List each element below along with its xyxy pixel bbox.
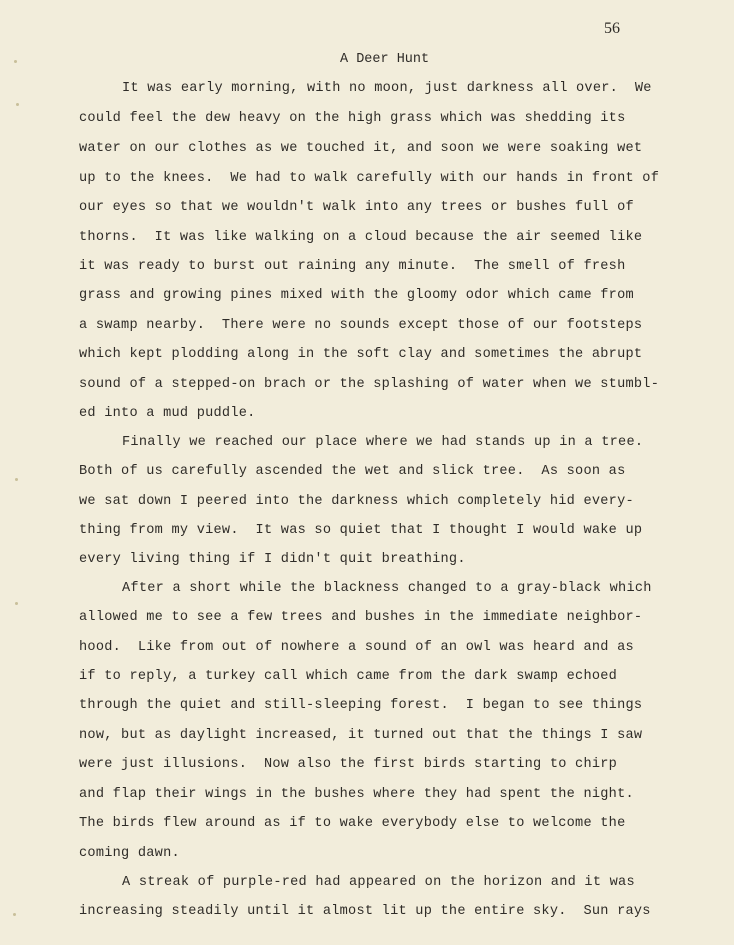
text-line: allowed me to see a few trees and bushes in the immediate neighbor- <box>79 610 643 625</box>
text-line: increasing steadily until it almost lit up the entire sky. Sun rays <box>79 904 651 919</box>
text-line: A streak of purple-red had appeared on the horizon and it was <box>122 875 635 890</box>
text-line: It was early morning, with no moon, just darkness all over. We <box>122 81 652 96</box>
paper-speck <box>13 913 16 916</box>
paper-speck <box>15 602 18 605</box>
text-line: grass and growing pines mixed with the gloomy odor which came from <box>79 288 634 303</box>
paper-speck <box>14 60 17 63</box>
text-line: water on our clothes as we touched it, and soon we were soaking wet <box>79 141 643 156</box>
text-line: hood. Like from out of nowhere a sound of an owl was heard and as <box>79 640 634 655</box>
text-line: coming dawn. <box>79 846 180 861</box>
text-line: sound of a stepped-on brach or the splashing of water when we stumbl- <box>79 377 660 392</box>
text-line: thorns. It was like walking on a cloud because the air seemed like <box>79 230 643 245</box>
text-line: were just illusions. Now also the first birds starting to chirp <box>79 757 618 772</box>
text-line: we sat down I peered into the darkness which completely hid every- <box>79 494 634 509</box>
text-line: which kept plodding along in the soft clay and sometimes the abrupt <box>79 347 643 362</box>
text-line: now, but as daylight increased, it turned out that the things I saw <box>79 728 643 743</box>
text-line: it was ready to burst out raining any minute. The smell of fresh <box>79 259 626 274</box>
document-title: A Deer Hunt <box>340 52 430 67</box>
text-line: ed into a mud puddle. <box>79 406 256 421</box>
text-line: and flap their wings in the bushes where they had spent the night. <box>79 787 634 802</box>
text-line: After a short while the blackness changed to a gray-black which <box>122 581 652 596</box>
text-line: Both of us carefully ascended the wet and slick tree. As soon as <box>79 464 626 479</box>
text-line: every living thing if I didn't quit breathing. <box>79 552 466 567</box>
text-line: The birds flew around as if to wake everybody else to welcome the <box>79 816 626 831</box>
text-line: if to reply, a turkey call which came from the dark swamp echoed <box>79 669 618 684</box>
text-line: through the quiet and still-sleeping forest. I began to see things <box>79 698 643 713</box>
text-line: up to the knees. We had to walk carefully with our hands in front of <box>79 171 660 186</box>
text-line: Finally we reached our place where we had stands up in a tree. <box>122 435 644 450</box>
paper-speck <box>15 478 18 481</box>
page-number: 56 <box>604 20 620 37</box>
text-line: could feel the dew heavy on the high grass which was shedding its <box>79 111 626 126</box>
text-line: thing from my view. It was so quiet that I thought I would wake up <box>79 523 643 538</box>
text-line: a swamp nearby. There were no sounds except those of our footsteps <box>79 318 643 333</box>
paper-speck <box>16 103 19 106</box>
text-line: our eyes so that we wouldn't walk into any trees or bushes full of <box>79 200 634 215</box>
